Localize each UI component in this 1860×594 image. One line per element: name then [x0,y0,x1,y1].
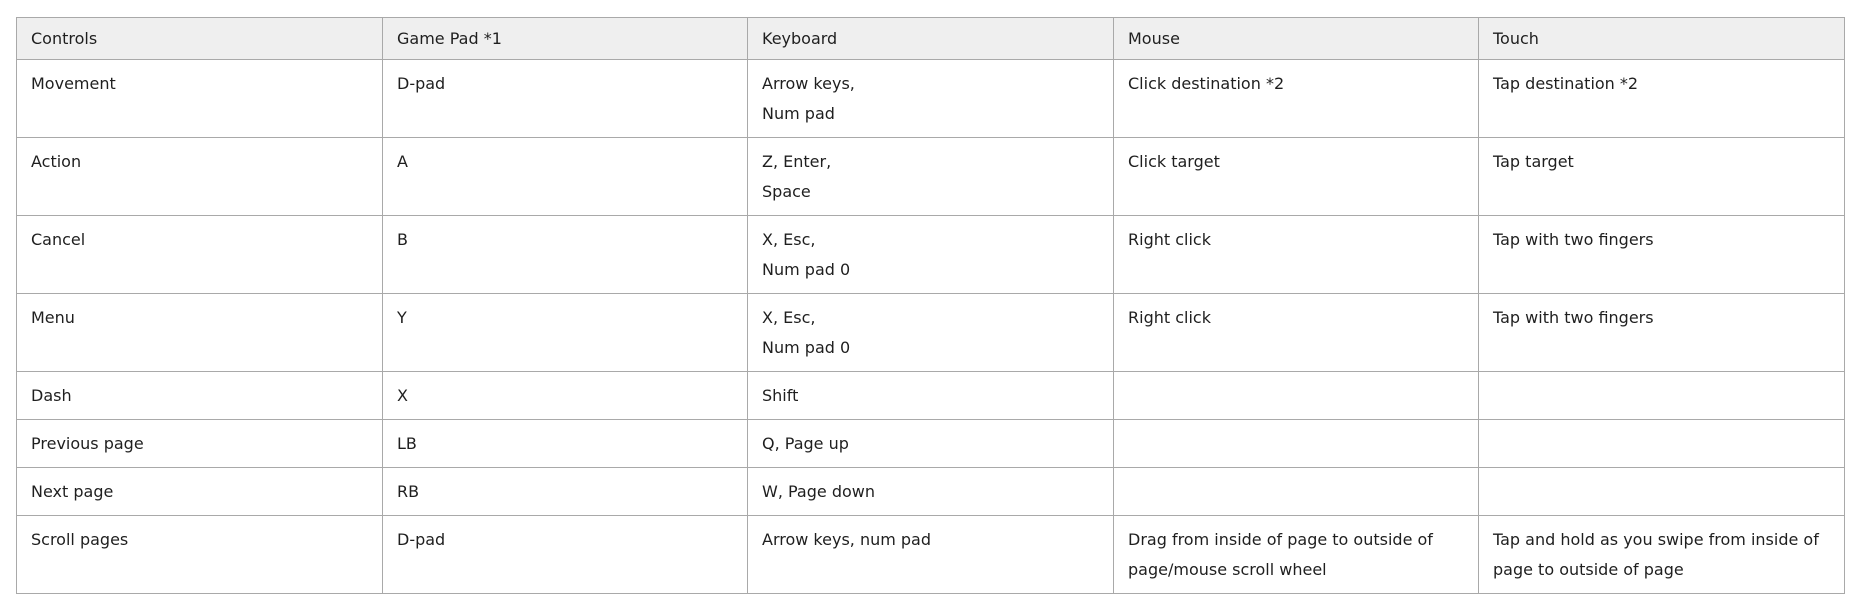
cell-mouse [1114,294,1479,372]
cell-keyboard-line: Arrow keys, num pad [762,530,932,549]
cell-gamepad: D-pad [383,516,748,594]
cell-mouse [1114,216,1479,294]
cell-touch [1479,516,1845,594]
cell-mouse-line: Right click [1128,308,1211,327]
controls-table-container [16,17,1844,594]
cell-gamepad: RB [383,468,748,516]
cell-touch-line: Tap with two fingers [1493,230,1654,249]
cell-control: Dash [17,372,383,420]
cell-mouse-line: Right click [1128,230,1211,249]
table-row [17,294,1845,372]
table-row [17,216,1845,294]
cell-gamepad: LB [383,420,748,468]
cell-keyboard-line: Num pad 0 [762,260,851,279]
cell-keyboard-line: Space [762,182,811,201]
table-row [17,468,1845,516]
table-row [17,516,1845,594]
cell-keyboard [748,216,1114,294]
table-row [17,420,1845,468]
cell-keyboard [748,516,1114,594]
cell-keyboard [748,138,1114,216]
cell-gamepad: D-pad [383,60,748,138]
cell-touch [1479,420,1845,468]
cell-keyboard [748,294,1114,372]
cell-keyboard [748,468,1114,516]
table-row [17,138,1845,216]
cell-touch-line: Tap and hold as you swipe from inside of [1493,530,1819,549]
cell-control: Scroll pages [17,516,383,594]
cell-touch-line: Tap with two fingers [1493,308,1654,327]
cell-gamepad: B [383,216,748,294]
cell-touch [1479,60,1845,138]
cell-mouse-line: Click destination *2 [1128,74,1285,93]
table-body [17,60,1845,594]
header-keyboard: Keyboard [748,18,1114,60]
header-mouse: Mouse [1114,18,1479,60]
cell-keyboard-line: Z, Enter, [762,152,832,171]
cell-mouse [1114,60,1479,138]
cell-mouse [1114,138,1479,216]
cell-keyboard-line: W, Page down [762,482,875,501]
cell-touch [1479,294,1845,372]
table-header-row [17,18,1845,60]
cell-keyboard-line: Q, Page up [762,434,849,453]
cell-keyboard-line: Shift [762,386,799,405]
table-row [17,60,1845,138]
cell-mouse-line: Drag from inside of page to outside of [1128,530,1433,549]
cell-keyboard-line: Arrow keys, [762,74,855,93]
cell-touch-line: Tap target [1493,152,1574,171]
cell-keyboard-line: X, Esc, [762,230,816,249]
cell-control: Cancel [17,216,383,294]
cell-touch [1479,372,1845,420]
cell-keyboard-line: Num pad 0 [762,338,851,357]
cell-gamepad: X [383,372,748,420]
header-touch: Touch [1479,18,1845,60]
cell-touch-line: page to outside of page [1493,560,1684,579]
cell-keyboard [748,372,1114,420]
cell-mouse-line: page/mouse scroll wheel [1128,560,1327,579]
cell-control: Action [17,138,383,216]
cell-mouse [1114,372,1479,420]
cell-gamepad: A [383,138,748,216]
cell-control: Next page [17,468,383,516]
cell-mouse [1114,420,1479,468]
cell-control: Previous page [17,420,383,468]
cell-keyboard [748,420,1114,468]
controls-table [16,17,1845,594]
cell-gamepad: Y [383,294,748,372]
cell-control: Movement [17,60,383,138]
table-row [17,372,1845,420]
cell-mouse [1114,516,1479,594]
cell-touch [1479,468,1845,516]
header-gamepad: Game Pad *1 [383,18,748,60]
cell-keyboard-line: Num pad [762,104,835,123]
cell-mouse-line: Click target [1128,152,1220,171]
cell-touch [1479,216,1845,294]
cell-touch [1479,138,1845,216]
cell-keyboard-line: X, Esc, [762,308,816,327]
cell-touch-line: Tap destination *2 [1493,74,1639,93]
header-controls: Controls [17,18,383,60]
cell-control: Menu [17,294,383,372]
cell-mouse [1114,468,1479,516]
cell-keyboard [748,60,1114,138]
